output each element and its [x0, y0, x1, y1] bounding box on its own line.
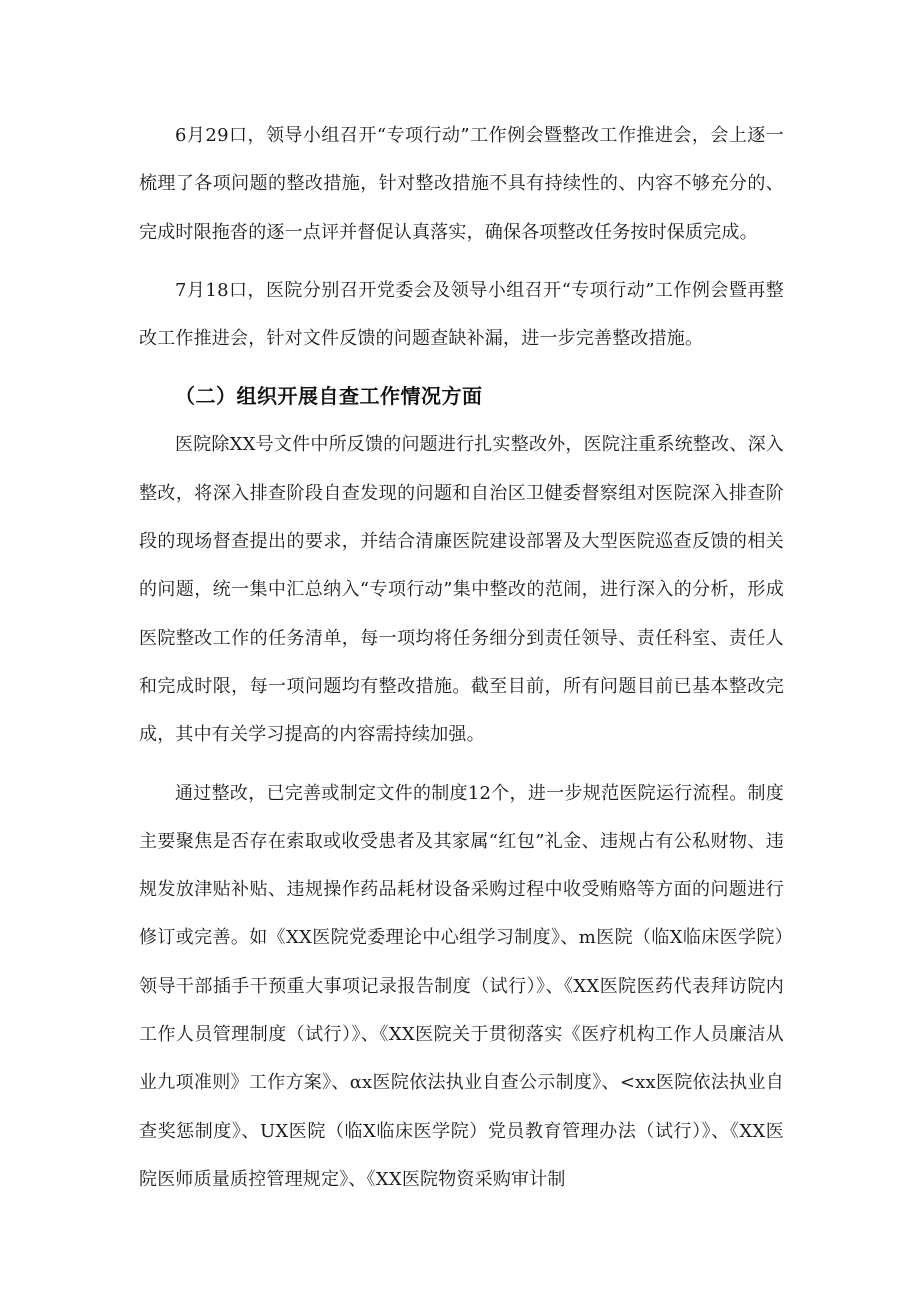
document-body: [139, 112, 784, 1214]
section-heading: [139, 373, 784, 419]
paragraph-self-inspection: [139, 421, 784, 759]
section-heading-text: （二）组织开展自查工作情况方面: [175, 384, 483, 409]
paragraph-text: 7月18口，医院分别召开党委会及领导小组召开“专项行动”工作例会暨再整改工作推进会，针对文件反馈的问题查缺补漏，进一步完善整改措施。: [139, 279, 784, 350]
paragraph-meeting-0629: [139, 112, 784, 257]
paragraph-meeting-0718: [139, 267, 784, 364]
paragraph-text: 通过整改，已完善或制定文件的制度12个，进一步规范医院运行流程。制度主要聚焦是否存在索取或收受患者及其家属“红包”礼金、违规占有公私财物、违规发放津贴补贴、违规操作药品耗材设备采购过程中收受贿赂等方面的问题进行修订或完善。如《XX医院党委理论中心组学习制度》、m医院（临X临床医学院）领导干部插手干预重大事项记录报告制度（试行）》、《XX医院医药代表拜访院内工作人员管理制度（试行）》、《XX医院关于贯彻落实《医疗机构工作人员廉洁从业九项准则》工作方案》、αx医院依法执业自查公示制度》、<xx医院依法执业自查奖惩制度》、UX医院（临X临床医学院）党员教育管理办法（试行）》、《XX医院医师质量质控管理规定》、《XX医院物资采购审计制: [139, 782, 784, 1190]
paragraph-text: 6月29口，领导小组召开“专项行动”工作例会暨整改工作推进会，会上逐一梳理了各项问题的整改措施，针对整改措施不具有持续性的、内容不够充分的、完成时限拖沓的逐一点评并督促认真落实，确保各项整改任务按时保质完成。: [139, 125, 784, 243]
paragraph-systems-revised: [139, 770, 784, 1205]
paragraph-text: 医院除XX号文件中所反馈的问题进行扎实整改外，医院注重系统整改、深入整改，将深入排查阶段自查发现的问题和自治区卫健委督察组对医院深入排查阶段的现场督查提出的要求，并结合清廉医院建设部署及大型医院巡查反馈的相关的问题，统一集中汇总纳入“专项行动”集中整改的范闹，进行深入的分析，形成医院整改工作的任务清单，每一项均将任务细分到责任领导、责任科室、责任人和完成时限，每一项问题均有整改措施。截至目前，所有问题目前已基本整改完成，其中有关学习提高的内容需持续加强。: [139, 434, 784, 746]
